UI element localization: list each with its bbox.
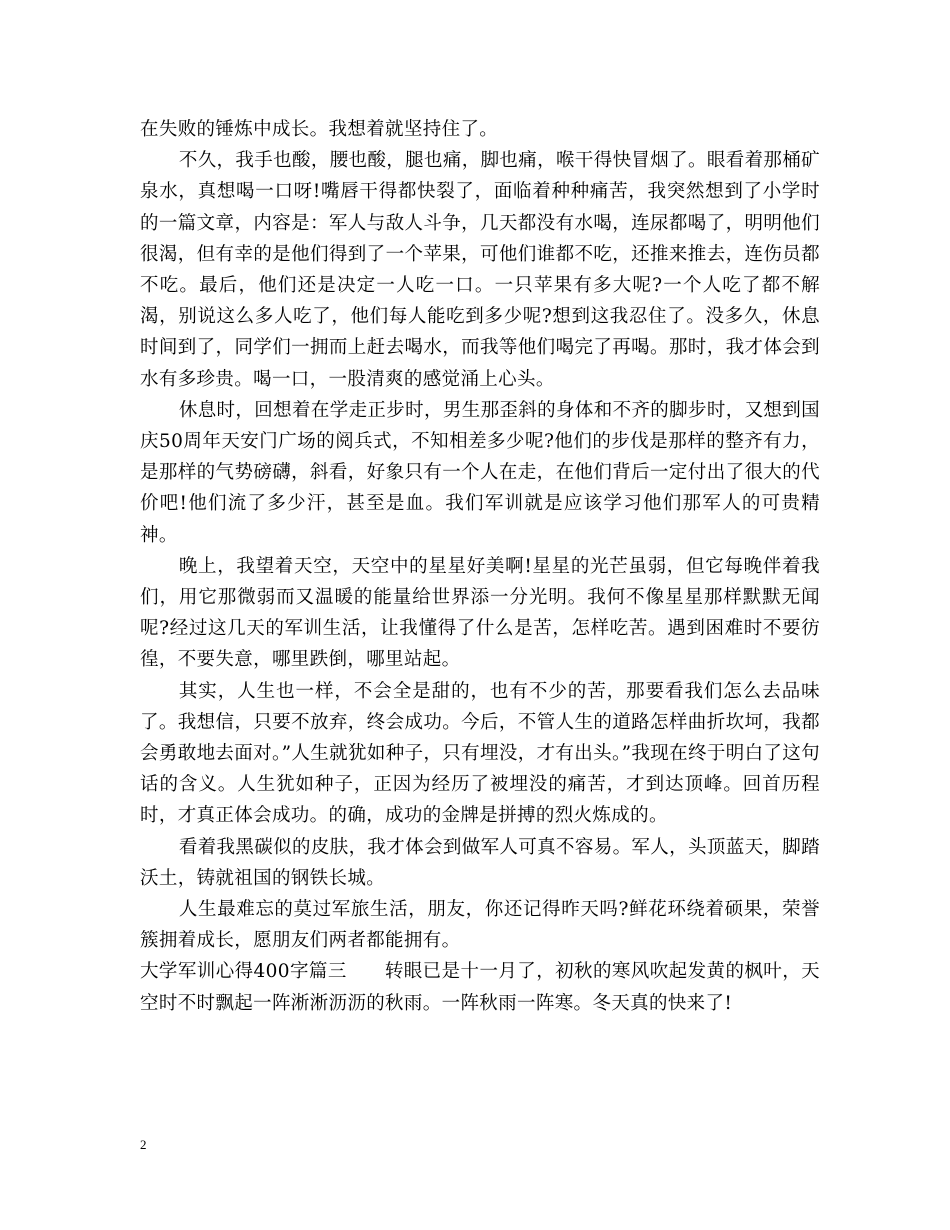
paragraph-3: 休息时，回想着在学走正步时，男生那歪斜的身体和不齐的脚步时，又想到国庆50周年天安门广场的阅兵式，不知相差多少呢?他们的步伐是那样的整齐有力，是那样的气势磅礴，斜看，好象只有一个人在走，在他们背后一定付出了很大的代价吧!他们流了多少汗，甚至是血。我们军训就是应该学习他们那军人的可贵精神。: [140, 399, 820, 546]
paragraph-6: 看着我黑碳似的皮肤，我才体会到做军人可真不容易。军人，头顶蓝天，脚踏沃土，铸就祖国的钢铁长城。: [140, 836, 820, 889]
document-page: [140, 114, 820, 1019]
page-number: 2: [140, 1137, 147, 1152]
paragraph-7: 人生最难忘的莫过军旅生活，朋友，你还记得昨天吗?鲜花环绕着硕果，荣誉簇拥着成长，愿朋友们两者都能拥有。: [140, 899, 820, 952]
paragraph-4: 晚上，我望着天空，天空中的星星好美啊!星星的光芒虽弱，但它每晚伴着我们，用它那微弱而又温暖的能量给世界添一分光明。我何不像星星那样默默无闻呢?经过这几天的军训生活，让我懂得了什么是苦，怎样吃苦。遇到困难时不要彷徨，不要失意，哪里跌倒，哪里站起。: [140, 555, 820, 671]
paragraph-5: 其实，人生也一样，不会全是甜的，也有不少的苦，那要看我们怎么去品味了。我想信，只要不放弃，终会成功。今后，不管人生的道路怎样曲折坎坷，我都会勇敢地去面对。”人生就犹如种子，只有埋没，才有出头。”我现在终于明白了这句话的含义。人生犹如种子，正因为经历了被埋没的痛苦，才到达顶峰。回首历程时，才真正体会成功。的确，成功的金牌是拼搏的烈火炼成的。: [140, 680, 820, 827]
paragraph-1: 在失败的锤炼中成长。我想着就坚持住了。: [140, 119, 499, 140]
section-paragraph: [140, 956, 820, 1018]
section-body: 转眼已是十一月了，初秋的寒风吹起发黄的枫叶，天空时不时飘起一阵淅淅沥沥的秋雨。一阵秋雨一阵寒。冬天真的快来了!: [140, 961, 820, 1014]
section-heading: 大学军训心得400字篇三: [140, 961, 347, 983]
paragraph-2: 不久，我手也酸，腰也酸，腿也痛，脚也痛，喉干得快冒烟了。眼看着那桶矿泉水，真想喝一口呀!嘴唇干得都快裂了，面临着种种痛苦，我突然想到了小学时的一篇文章，内容是：军人与敌人斗争，几天都没有水喝，连尿都喝了，明明他们很渴，但有幸的是他们得到了一个苹果，可他们谁都不吃，还推来推去，连伤员都不吃。最后，他们还是决定一人吃一口。一只苹果有多大呢?一个人吃了都不解渴，别说这么多人吃了，他们每人能吃到多少呢?想到这我忍住了。没多久，休息时间到了，同学们一拥而上赶去喝水，而我等他们喝完了再喝。那时，我才体会到水有多珍贵。喝一口，一股清爽的感觉涌上心头。: [140, 150, 820, 390]
